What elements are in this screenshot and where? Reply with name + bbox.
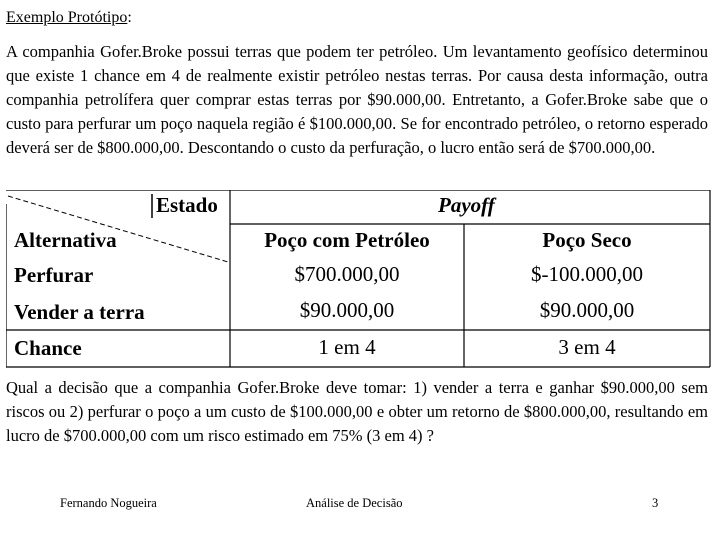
header-payoff: Payoff <box>438 193 495 217</box>
row-label-chance: Chance <box>14 336 82 360</box>
row-label-drill: Perfurar <box>14 263 94 287</box>
title-colon: : <box>127 9 132 26</box>
header-state: Estado <box>156 193 218 217</box>
slide-title <box>6 8 132 28</box>
column-oil-well: Poço com Petróleo <box>264 228 430 252</box>
column-dry-well: Poço Seco <box>542 228 632 252</box>
page-number: 3 <box>652 496 659 510</box>
cell-chance-oil: 1 em 4 <box>318 335 376 359</box>
title-text: Exemplo Protótipo <box>6 9 128 26</box>
decision-question: Qual a decisão que a companhia Gofer.Broke deve tomar: 1) vender a terra e ganhar $90.000,00 sem riscos ou 2) perfurar o poço a um custo de $100.000,00 e obter um retorno de $800.000,00, resultando em lucro de $700.000,00 com um risco estimado em 75% (3 em 4) ? <box>6 378 708 445</box>
cell-sell-dry: $90.000,00 <box>539 298 635 322</box>
cell-drill-oil: $700.000,00 <box>294 262 400 286</box>
footer-course: Análise de Decisão <box>306 496 403 510</box>
row-label-sell: Vender a terra <box>14 300 145 324</box>
header-alternative: Alternativa <box>14 228 117 252</box>
payoff-table <box>6 190 714 368</box>
cell-chance-dry: 3 em 4 <box>558 335 616 359</box>
cell-sell-oil: $90.000,00 <box>299 298 395 322</box>
footer-author: Fernando Nogueira <box>60 496 157 510</box>
cell-drill-dry: $-100.000,00 <box>531 262 643 286</box>
problem-description: A companhia Gofer.Broke possui terras que podem ter petróleo. Um levantamento geofísico determinou que existe 1 chance em 4 de realmente existir petróleo nestas terras. Por causa desta informação, outra companhia petrolífera quer comprar estas terras por $90.000,00. Entretanto, a Gofer.Broke sabe que o custo para perfurar um poço naquela região é $100.000,00. Se for encontrado petróleo, o retorno esperado deverá ser de $800.000,00. Descontando o custo da perfuração, o lucro então será de $700.000,00. <box>6 42 708 157</box>
